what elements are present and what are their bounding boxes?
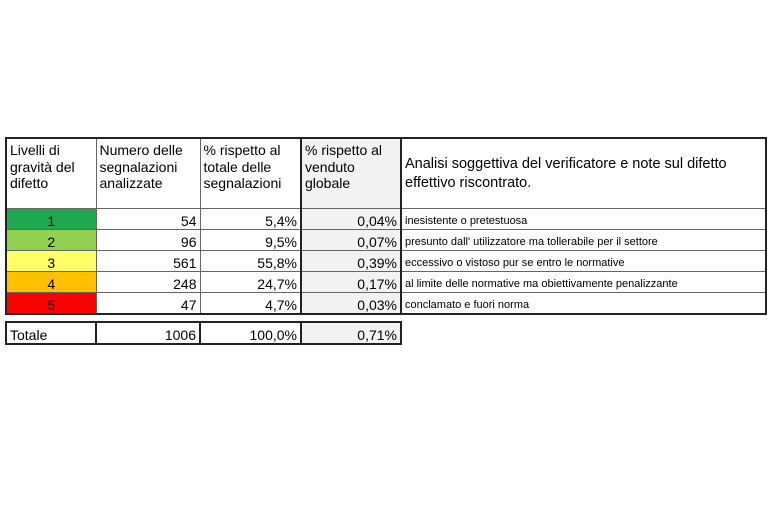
note-cell: conclamato e fuori norma <box>401 293 766 315</box>
level-cell-1: 1 <box>6 209 96 230</box>
note-cell: al limite delle normative ma obiettivamente penalizzante <box>401 272 766 293</box>
header-pct-sold: % rispetto al venduto globale <box>301 138 401 209</box>
count-cell: 96 <box>96 230 200 251</box>
count-cell: 561 <box>96 251 200 272</box>
count-cell: 47 <box>96 293 200 315</box>
count-cell: 54 <box>96 209 200 230</box>
note-cell: inesistente o pretestuosa <box>401 209 766 230</box>
table-row <box>6 251 766 272</box>
level-cell-2: 2 <box>6 230 96 251</box>
spacer-row <box>6 314 766 322</box>
level-cell-4: 4 <box>6 272 96 293</box>
header-pct-reports: % rispetto al totale delle segnalazioni <box>200 138 301 209</box>
note-cell: eccessivo o vistoso pur se entro le normative <box>401 251 766 272</box>
pct-sold-cell: 0,03% <box>301 293 401 315</box>
note-cell: presunto dall' utilizzatore ma tollerabile per il settore <box>401 230 766 251</box>
defect-severity-table <box>5 137 767 345</box>
header-level: Livelli di gravità del difetto <box>6 138 96 209</box>
count-cell: 248 <box>96 272 200 293</box>
total-pct-reports: 100,0% <box>200 322 301 344</box>
total-row <box>6 322 766 344</box>
table-row <box>6 272 766 293</box>
level-cell-3: 3 <box>6 251 96 272</box>
pct-sold-cell: 0,04% <box>301 209 401 230</box>
total-label: Totale <box>6 322 96 344</box>
pct-reports-cell: 55,8% <box>200 251 301 272</box>
table-row <box>6 293 766 315</box>
pct-reports-cell: 9,5% <box>200 230 301 251</box>
total-count: 1006 <box>96 322 200 344</box>
pct-reports-cell: 24,7% <box>200 272 301 293</box>
pct-reports-cell: 4,7% <box>200 293 301 315</box>
pct-sold-cell: 0,17% <box>301 272 401 293</box>
header-count: Numero delle segnalazioni analizzate <box>96 138 200 209</box>
level-cell-5: 5 <box>6 293 96 315</box>
header-notes: Analisi soggettiva del verificatore e note sul difetto effettivo riscontrato. <box>401 138 766 209</box>
table-row <box>6 230 766 251</box>
pct-sold-cell: 0,39% <box>301 251 401 272</box>
total-pct-sold: 0,71% <box>301 322 401 344</box>
pct-sold-cell: 0,07% <box>301 230 401 251</box>
header-row <box>6 138 766 209</box>
table-row <box>6 209 766 230</box>
pct-reports-cell: 5,4% <box>200 209 301 230</box>
